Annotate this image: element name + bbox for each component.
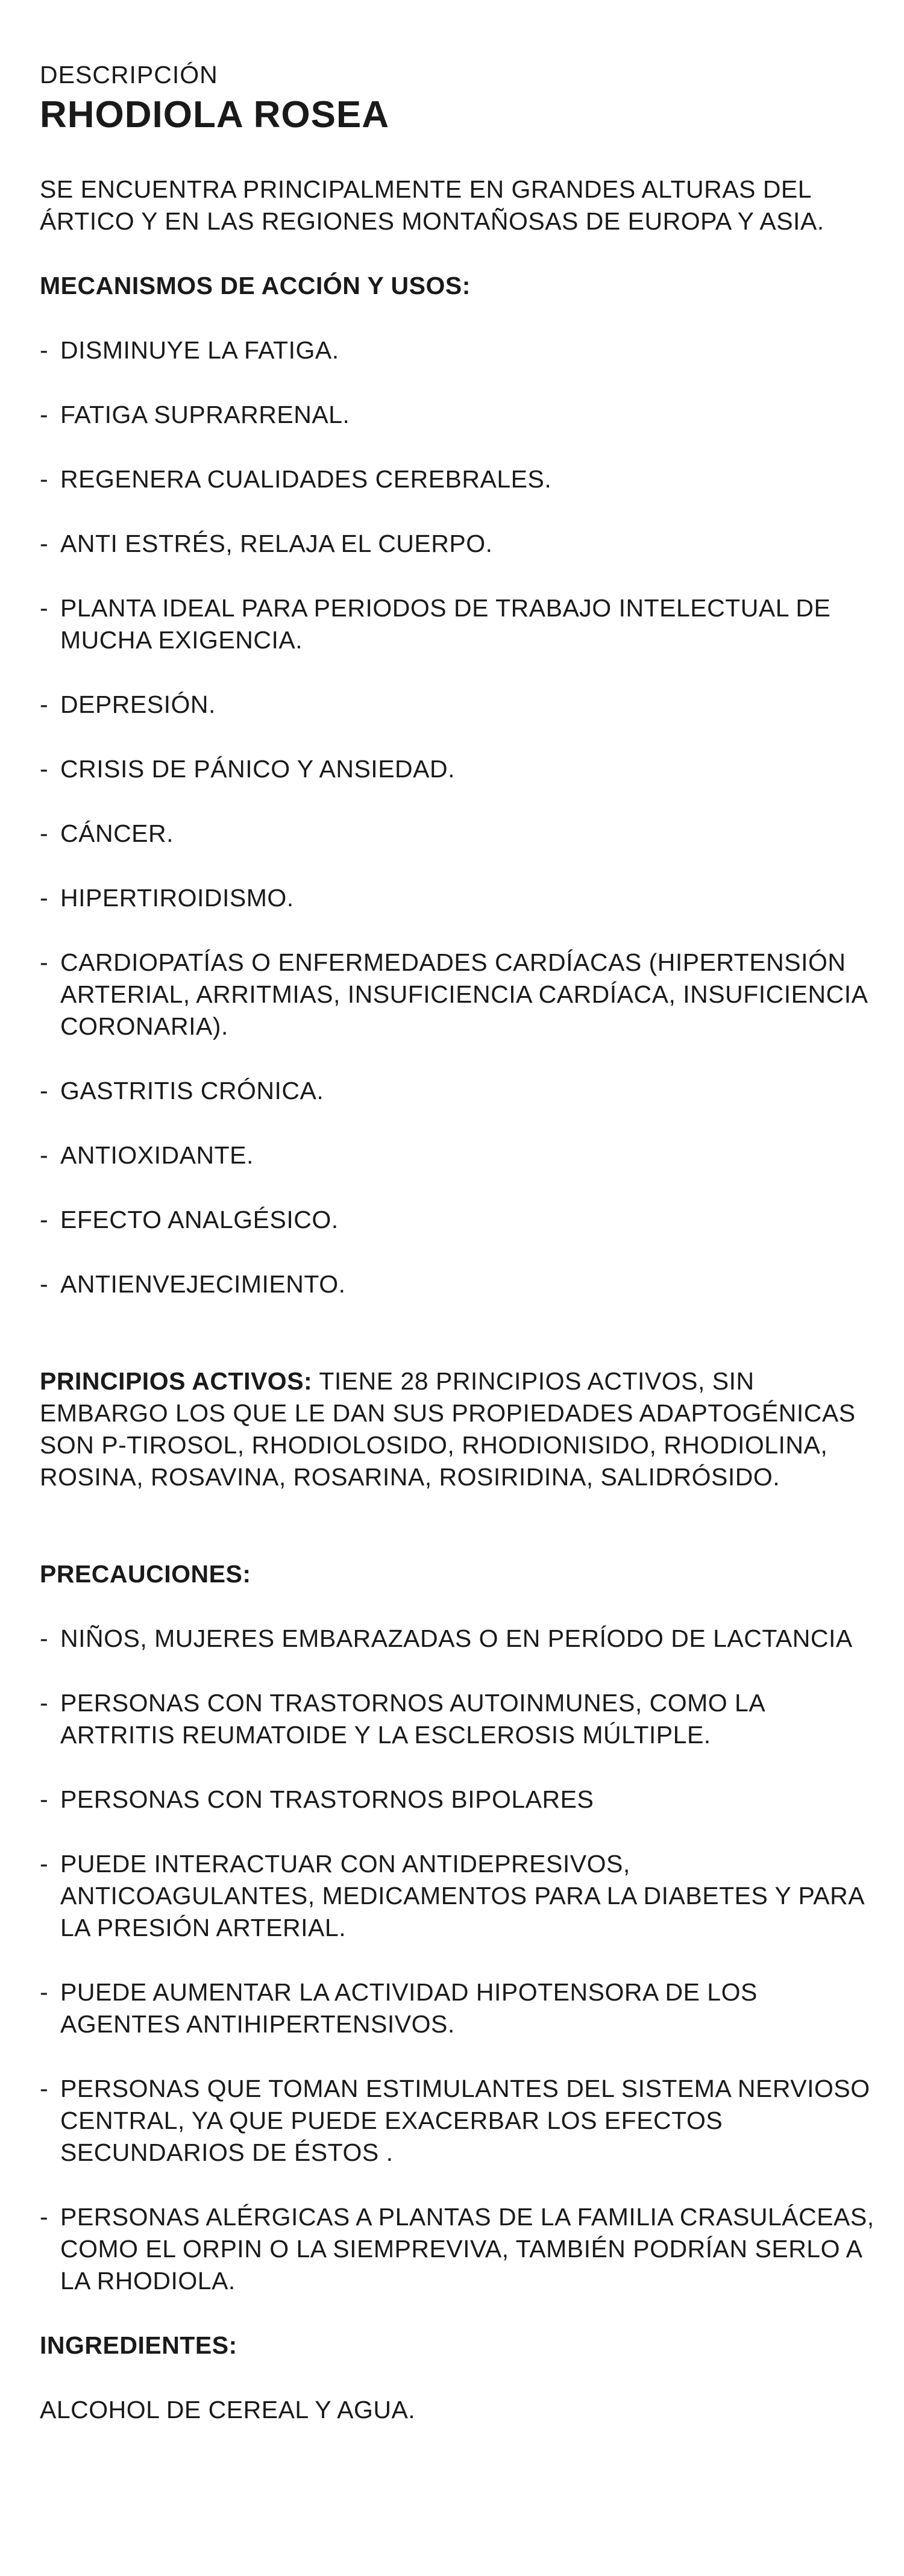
list-item-text: PERSONAS QUE TOMAN ESTIMULANTES DEL SISTEMA NERVIOSO CENTRAL, YA QUE PUEDE EXACERBAR LOS EFECTOS SECUNDARIOS DE ÉSTOS .	[60, 2075, 870, 2166]
bullet-dash: -	[40, 948, 49, 976]
bullet-dash: -	[40, 2203, 49, 2231]
list-item	[40, 463, 880, 495]
bullet-dash: -	[40, 1689, 49, 1717]
precautions-heading: PRECAUCIONES:	[40, 1560, 251, 1588]
list-item-text: PERSONAS CON TRASTORNOS AUTOINMUNES, COMO LA ARTRITIS REUMATOIDE Y LA ESCLEROSIS MÚLTIPLE.	[60, 1689, 764, 1749]
list-item	[40, 689, 880, 721]
bullet-dash: -	[40, 1206, 49, 1233]
mechanisms-list	[40, 334, 867, 1300]
bullet-dash: -	[40, 755, 49, 783]
list-item-text: GASTRITIS CRÓNICA.	[60, 1077, 324, 1105]
ingredients-text: ALCOHOL DE CEREAL Y AGUA.	[40, 2396, 416, 2424]
list-item	[40, 753, 880, 785]
list-item	[40, 818, 880, 850]
active-principles-text: TIENE 28 PRINCIPIOS ACTIVOS, SIN EMBARGO LOS QUE LE DAN SUS PROPIEDADES ADAPTOGÉNICAS SON P-TIROSOL, RHODIOLOSIDO, RHODIONISIDO, RHODIOLINA, ROSINA, ROSAVINA, ROSARINA, ROSIRIDINA, SALIDRÓSIDO.	[40, 1367, 856, 1491]
bullet-dash: -	[40, 530, 49, 557]
bullet-dash: -	[40, 594, 49, 622]
bullet-dash: -	[40, 1077, 49, 1105]
list-item	[40, 2201, 880, 2297]
intro-paragraph: SE ENCUENTRA PRINCIPALMENTE EN GRANDES ALTURAS DEL ÁRTICO Y EN LAS REGIONES MONTAÑOSAS DE EUROPA Y ASIA.	[40, 175, 824, 235]
list-item-text: HIPERTIROIDISMO.	[60, 884, 294, 912]
list-item	[40, 1623, 880, 1655]
list-item	[40, 2073, 880, 2169]
precautions-list	[40, 1623, 874, 2297]
list-item	[40, 334, 880, 366]
list-item	[40, 592, 880, 656]
list-item-text: DEPRESIÓN.	[60, 691, 216, 718]
section-eyebrow: DESCRIPCIÓN	[40, 61, 218, 89]
bullet-dash: -	[40, 1141, 49, 1169]
list-item-text: ANTI ESTRÉS, RELAJA EL CUERPO.	[60, 530, 493, 557]
mechanisms-heading: MECANISMOS DE ACCIÓN Y USOS:	[40, 272, 471, 299]
bullet-dash: -	[40, 1978, 49, 2006]
list-item	[40, 1848, 880, 1944]
list-item-text: PUEDE AUMENTAR LA ACTIVIDAD HIPOTENSORA DE LOS AGENTES ANTIHIPERTENSIVOS.	[60, 1978, 758, 2038]
list-item-text: REGENERA CUALIDADES CEREBRALES.	[60, 465, 552, 493]
list-item-text: ANTIOXIDANTE.	[60, 1141, 254, 1169]
list-item	[40, 1268, 880, 1300]
bullet-dash: -	[40, 2075, 49, 2102]
list-item-text: FATIGA SUPRARRENAL.	[60, 401, 350, 428]
list-item-text: EFECTO ANALGÉSICO.	[60, 1206, 339, 1233]
list-item	[40, 1687, 880, 1751]
bullet-dash: -	[40, 401, 49, 428]
list-item	[40, 947, 880, 1042]
bullet-dash: -	[40, 1270, 49, 1298]
list-item-text: NIÑOS, MUJERES EMBARAZADAS O EN PERÍODO DE LACTANCIA	[60, 1625, 853, 1652]
ingredients-heading: INGREDIENTES:	[40, 2331, 237, 2359]
bullet-dash: -	[40, 1785, 49, 1813]
list-item-text: PUEDE INTERACTUAR CON ANTIDEPRESIVOS, ANTICOAGULANTES, MEDICAMENTOS PARA LA DIABETES Y PARA LA PRESIÓN ARTERIAL.	[60, 1850, 864, 1941]
list-item-text: PLANTA IDEAL PARA PERIODOS DE TRABAJO INTELECTUAL DE MUCHA EXIGENCIA.	[60, 594, 831, 654]
page-title: RHODIOLA ROSEA	[40, 94, 390, 136]
bullet-dash: -	[40, 691, 49, 718]
list-item-text: PERSONAS CON TRASTORNOS BIPOLARES	[60, 1785, 594, 1813]
list-item-text: CARDIOPATÍAS O ENFERMEDADES CARDÍACAS (HIPERTENSIÓN ARTERIAL, ARRITMIAS, INSUFICIENCIA CARDÍACA, INSUFICIENCIA CORONARIA).	[60, 948, 867, 1040]
list-item-text: CRISIS DE PÁNICO Y ANSIEDAD.	[60, 755, 456, 783]
list-item-text: CÁNCER.	[60, 819, 174, 847]
list-item	[40, 1139, 880, 1171]
list-item	[40, 528, 880, 560]
active-principles-label: PRINCIPIOS ACTIVOS:	[40, 1367, 313, 1395]
list-item	[40, 882, 880, 914]
bullet-dash: -	[40, 1625, 49, 1652]
list-item	[40, 1784, 880, 1816]
list-item-text: ANTIENVEJECIMIENTO.	[60, 1270, 346, 1298]
list-item	[40, 1976, 880, 2040]
bullet-dash: -	[40, 336, 49, 364]
list-item	[40, 1204, 880, 1236]
active-principles-paragraph	[40, 1365, 871, 1493]
list-item-text: DISMINUYE LA FATIGA.	[60, 336, 339, 364]
bullet-dash: -	[40, 1850, 49, 1878]
bullet-dash: -	[40, 819, 49, 847]
bullet-dash: -	[40, 884, 49, 912]
list-item	[40, 1075, 880, 1107]
bullet-dash: -	[40, 465, 49, 493]
list-item-text: PERSONAS ALÉRGICAS A PLANTAS DE LA FAMILIA CRASULÁCEAS, COMO EL ORPIN O LA SIEMPREVIVA, TAMBIÉN PODRÍAN SERLO A LA RHODIOLA.	[60, 2203, 874, 2295]
list-item	[40, 399, 880, 431]
